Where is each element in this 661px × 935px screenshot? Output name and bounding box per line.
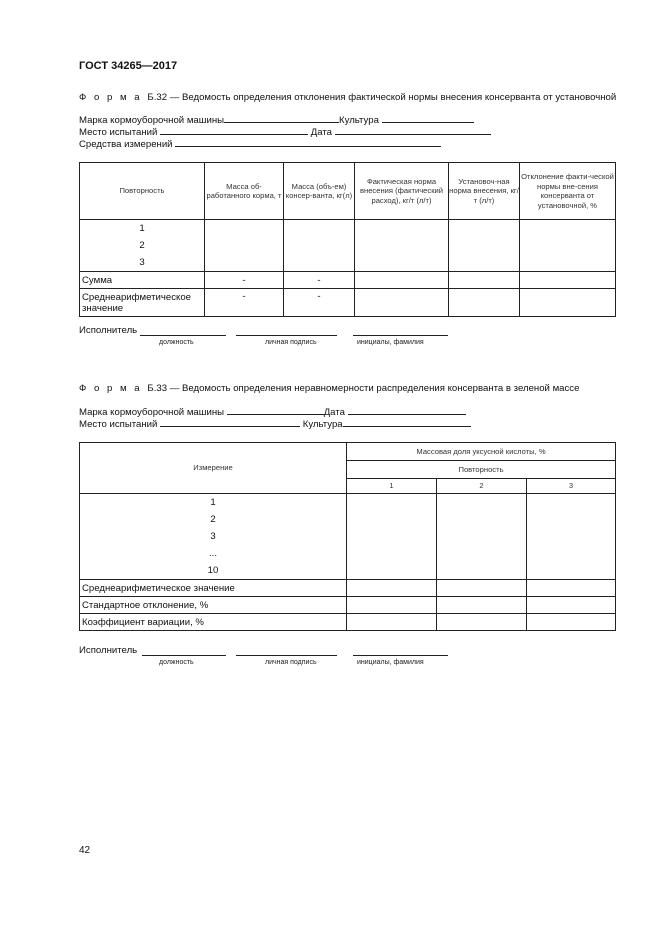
document-header: ГОСТ 34265—2017 [79,60,178,72]
cell[interactable] [355,289,449,317]
mean-dash-preservative: - [284,289,355,317]
cell[interactable] [437,580,527,597]
cell[interactable] [437,597,527,614]
form33-title: Б.33 — Ведомость определения неравномерности распределения консерванта в зеленой массе [147,383,580,394]
form33-word: Ф о р м а [79,383,143,394]
cell[interactable] [347,614,437,631]
cell[interactable] [449,289,520,317]
cell[interactable] [437,494,527,580]
signature-line-2[interactable] [236,655,337,656]
col-actual-rate: Фактическая норма внесения (фактический расход), кг/т (л/т) [355,163,449,220]
place-label-2: Место испытаний [79,419,158,430]
culture-label: Культура [339,115,379,126]
initials-line-2[interactable] [353,655,448,656]
sum-dash-mass: - [205,272,284,289]
cell[interactable] [205,220,284,272]
executor-label-2: Исполнитель [79,645,138,656]
col-mass-feed: Масса об-работанного корма, т [205,163,284,220]
position-line-1[interactable] [140,335,226,336]
culture-field[interactable] [382,112,474,123]
place-field[interactable] [160,124,308,135]
form32-word: Ф о р м а [79,92,143,103]
cell[interactable] [449,220,520,272]
initials-line-1[interactable] [353,335,448,336]
cell[interactable] [449,272,520,289]
col-acid: Массовая доля уксусной кислоты, % [347,443,616,461]
cell[interactable] [527,597,616,614]
machine-label-2: Марка кормоуборочной машины [79,407,225,418]
form32-caption [79,92,616,104]
form32-table [79,162,616,317]
form33-caption [79,383,579,395]
measure-3: 3 [210,531,216,542]
form33-mean-row [80,580,616,597]
mean-label: Среднеарифметическое значение [80,289,205,317]
repeats-cell [80,220,205,272]
measures-cell [80,494,347,580]
cell[interactable] [520,220,616,272]
cell[interactable] [527,494,616,580]
col-repeat: Повторность [80,163,205,220]
position-caption-1: должность [159,339,194,346]
cell[interactable] [527,580,616,597]
position-line-2[interactable] [142,655,226,656]
cell[interactable] [355,272,449,289]
culture-field-2[interactable] [343,416,471,427]
signature-caption-1: личная подпись [265,339,317,346]
col-deviation: Отклонение факти-ческой нормы вне-сения консерванта от установочной, % [520,163,616,220]
repeat-2: 2 [139,240,145,251]
form33-std-row [80,597,616,614]
col-mass-preservative: Масса (объ-ем) консер-ванта, кг(л) [284,163,355,220]
position-caption-2: должность [159,659,194,666]
instruments-label: Средства измерений [79,139,173,150]
form33-cv-row [80,614,616,631]
signature-caption-2: личная подпись [265,659,317,666]
form33-table [79,442,616,631]
repeat-num-3: 3 [527,479,616,494]
machine-label: Марка кормоуборочной машины [79,115,225,126]
cell[interactable] [520,272,616,289]
measure-ellipsis: ... [209,548,217,559]
col-set-rate: Установоч-ная норма внесения, кг/т (л/т) [449,163,520,220]
cell[interactable] [527,614,616,631]
culture-label-2: Культура [302,419,343,430]
machine-field[interactable] [224,112,339,123]
form33-measures-row [80,494,616,580]
repeat-1: 1 [139,223,145,234]
form33-header-row-1 [80,443,616,461]
form32-header-row [80,163,616,220]
form33-row-place [79,416,471,431]
measure-2: 2 [210,514,216,525]
measure-1: 1 [210,497,216,508]
form32-mean-row [80,289,616,317]
executor-label-1: Исполнитель [79,325,138,336]
date-field-2[interactable] [348,404,466,415]
std-label: Стандартное отклонение, % [80,597,347,614]
form32-sum-row [80,272,616,289]
instruments-field[interactable] [175,136,441,147]
cv-label: Коэффициент вариации, % [80,614,347,631]
form32-title: Б.32 — Ведомость определения отклонения фактической нормы внесения консерванта от установочной [147,92,617,103]
date-label-2: Дата [323,407,345,418]
cell[interactable] [347,580,437,597]
cell[interactable] [437,614,527,631]
col-repeat-group: Повторность [347,461,616,479]
place-field-2[interactable] [160,416,300,427]
repeat-num-2: 2 [437,479,527,494]
cell[interactable] [347,597,437,614]
place-label: Место испытаний [79,127,158,138]
col-measure: Измерение [80,443,347,494]
form32-repeats-row [80,220,616,272]
mean-dash-mass: - [205,289,284,317]
machine-field-2[interactable] [227,404,324,415]
initials-caption-1: инициалы, фамилия [357,339,424,346]
cell[interactable] [520,289,616,317]
cell[interactable] [347,494,437,580]
sum-dash-preservative: - [284,272,355,289]
repeat-num-1: 1 [347,479,437,494]
date-field[interactable] [335,124,491,135]
repeat-3: 3 [139,257,145,268]
initials-caption-2: инициалы, фамилия [357,659,424,666]
mean-label-2: Среднеарифметическое значение [80,580,347,597]
sum-label: Сумма [80,272,205,289]
page-number: 42 [79,845,91,856]
form32-row-instruments [79,136,441,151]
cell[interactable] [284,220,355,272]
date-label: Дата [310,127,332,138]
signature-line-1[interactable] [236,335,337,336]
measure-10: 10 [207,565,219,576]
cell[interactable] [355,220,449,272]
